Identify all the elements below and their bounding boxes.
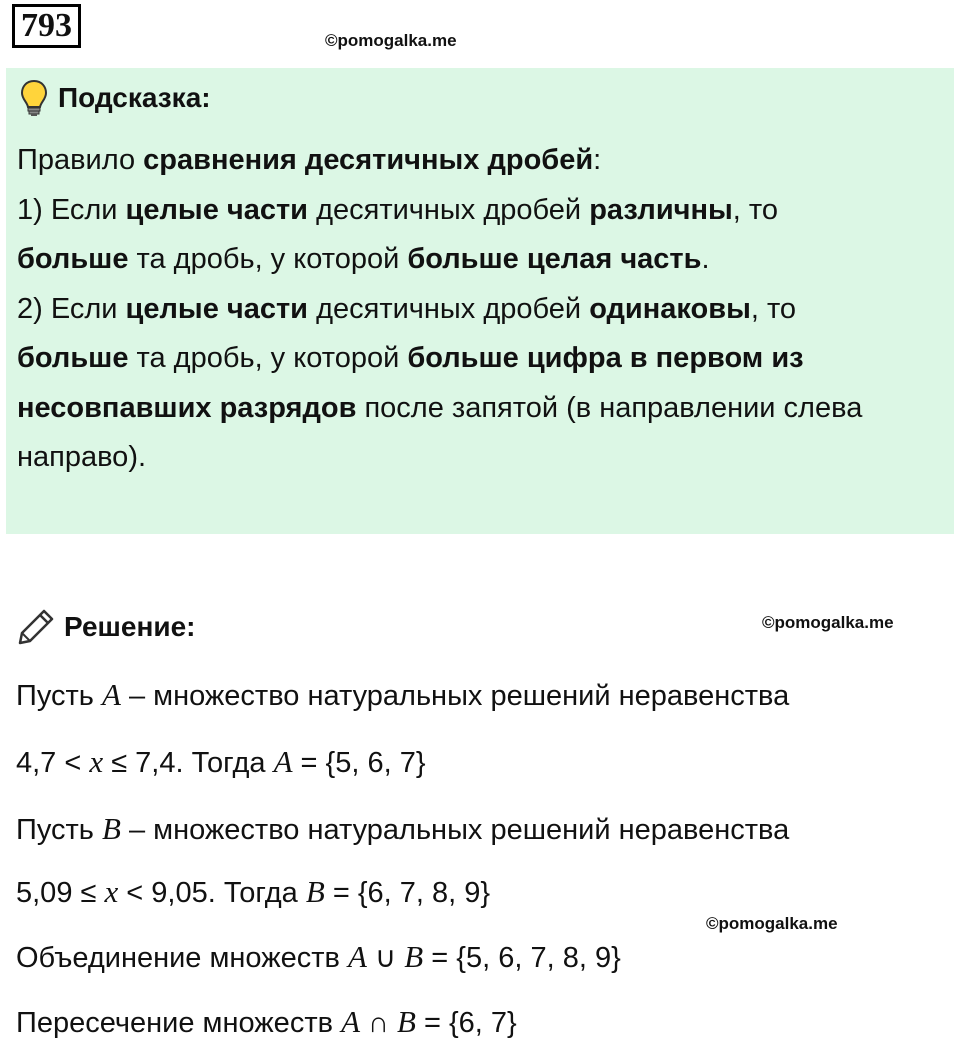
task-number: 793 [12,4,81,48]
solution-line-5: Объединение множеств A ∪ B = {5, 6, 7, 8, 9} [16,939,621,974]
hint-title: Подсказка: [58,82,211,113]
hint-text [17,136,947,483]
watermark: ©pomogalka.me [706,914,838,933]
hint-header [20,78,211,118]
solution-header [16,606,195,648]
hint-box [6,68,954,534]
watermark: ©pomogalka.me [762,613,894,632]
solution-line-1: Пусть A – множество натуральных решений неравенства [16,677,790,712]
solution-line-4: 5,09 ≤ x < 9,05. Тогда B = {6, 7, 8, 9} [16,874,491,909]
pencil-icon [16,607,56,647]
rule-heading: Правило сравнения десятичных дробей: [17,144,602,176]
rule-point-2: 2) Если целые части десятичных дробей одинаковы, то больше та дробь, у которой больше цифра в первом из несовпавших разрядов после запятой (в направлении слева направо). [17,292,863,473]
solution-line-3: Пусть B – множество натуральных решений неравенства [16,811,790,846]
rule-point-1: 1) Если целые части десятичных дробей различны, то больше та дробь, у которой больше целая часть. [17,193,778,275]
lightbulb-icon [20,79,48,117]
solution-line-6: Пересечение множеств A ∩ B = {6, 7} [16,1004,517,1039]
solution-title: Решение: [64,611,196,642]
solution-line-2: 4,7 < x ≤ 7,4. Тогда A = {5, 6, 7} [16,744,426,779]
watermark: ©pomogalka.me [325,31,457,50]
